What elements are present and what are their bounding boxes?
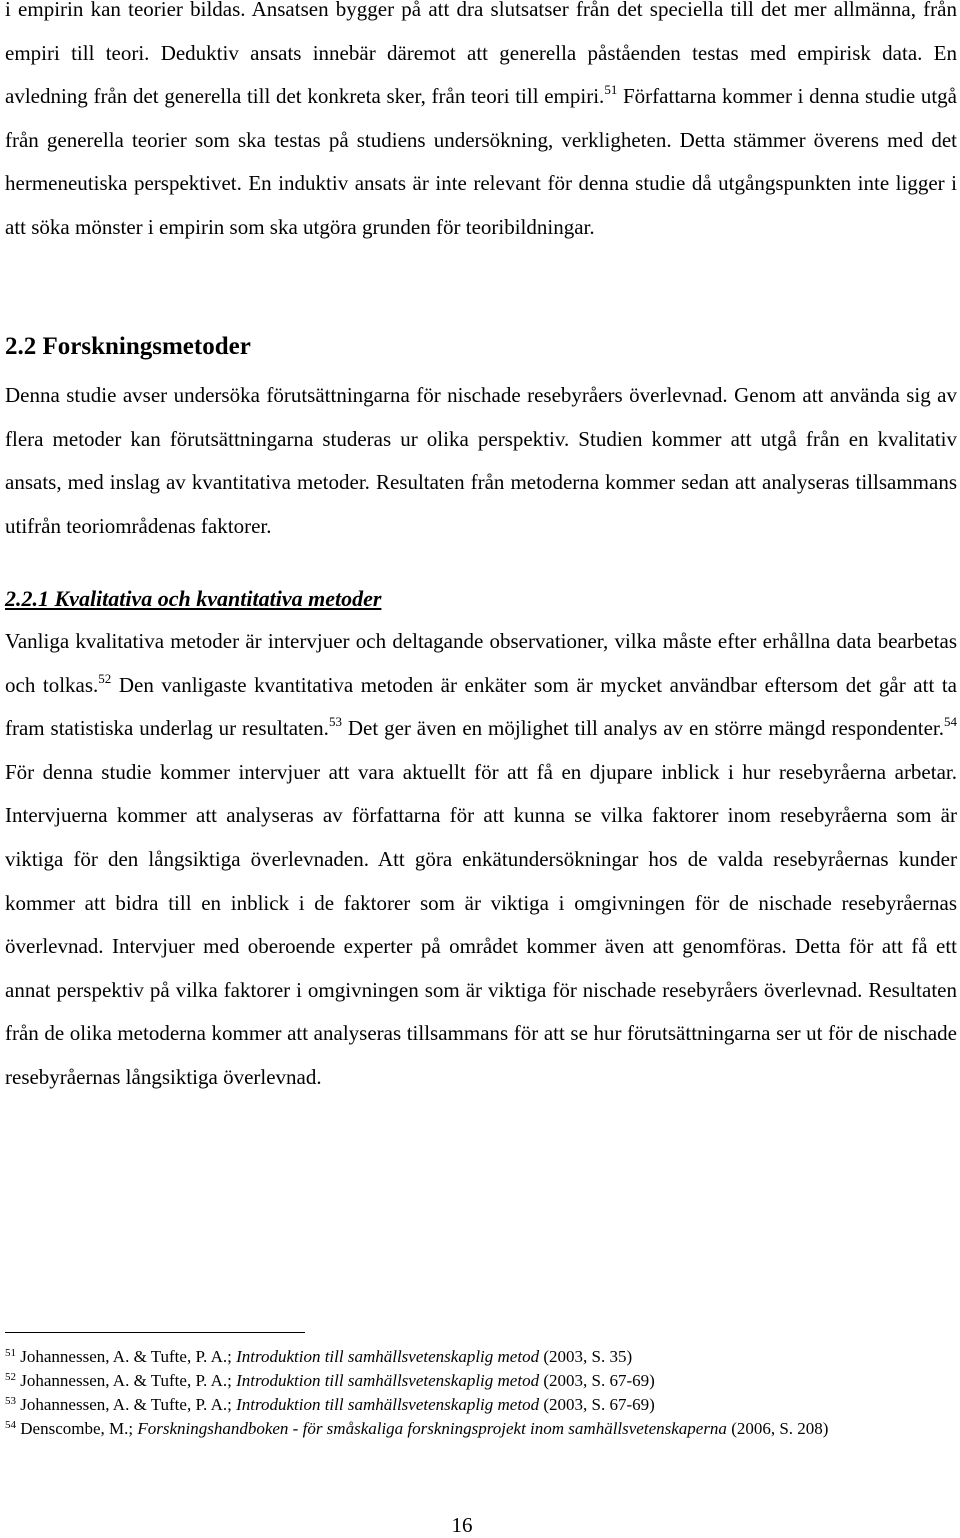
- footnote-title: Forskningshandboken - för småskaliga forskningsprojekt inom samhällsvetenskaperna: [137, 1419, 727, 1438]
- paragraph-qual-quant: [5, 620, 957, 1100]
- paragraph-text: För denna studie kommer intervjuer att vara aktuellt för att få en djupare inblick i hur resebyråerna arbetar. Intervjuerna kommer att analyseras av författarna för att kunna se vilka faktorer inom resebyråerna som är viktiga för den långsiktiga överlevnaden. Att göra enkätundersökningar hos de valda resebyråernas kunder kommer att bidra till en inblick i de faktorer som är viktiga i omgivningen för de nischade resebyråernas överlevnad. Intervjuer med oberoende experter på området kommer även att genomföras. Detta för att få ett annat perspektiv på vilka faktorer i omgivningen som är viktiga för nischade resebyråers överlevnad. Resultaten från de olika metoderna kommer att analyseras tillsammans för att se hur förutsättningarna ser ut för de nischade resebyråernas långsiktiga överlevnad.: [5, 759, 957, 1089]
- footnote-title: Introduktion till samhällsvetenskaplig metod: [236, 1371, 540, 1390]
- footnote-number: 54: [5, 1419, 16, 1431]
- footnote-separator: [5, 1332, 305, 1333]
- footnote-author: Johannessen, A. & Tufte, P. A.;: [20, 1395, 237, 1414]
- footnote-author: Denscombe, M.;: [20, 1419, 138, 1438]
- footnote: [5, 1394, 957, 1417]
- footnote-title: Introduktion till samhällsvetenskaplig metod: [236, 1347, 540, 1366]
- footnote: [5, 1418, 957, 1441]
- paragraph-text: Författarna kommer i denna studie utgå från generella teorier som ska testas på studiens undersökning, verkligheten. Detta stämmer överens med det hermeneutiska perspektivet. En induktiv ansats är inte relevant för denna studie då utgångspunkten inte ligger i att söka mönster i empirin som ska utgöra grunden för teoribildningar.: [5, 84, 957, 239]
- footnote-source: (2006, S. 208): [726, 1419, 829, 1438]
- footnote-number: 53: [5, 1395, 16, 1407]
- paragraph-methods: Denna studie avser undersöka förutsättningarna för nischade resebyråers överlevnad. Genom att använda sig av flera metoder kan förutsättningarna studeras ur olika perspektiv. Studien kommer att utgå från en kvalitativ ansats, med inslag av kvantitativa metoder. Resultaten från metoderna kommer sedan att analyseras tillsammans utifrån teoriområdenas faktorer.: [5, 383, 957, 538]
- footnote-source: (2003, S. 67-69): [539, 1395, 655, 1414]
- paragraph-approach: [5, 0, 957, 250]
- footnote-number: 51: [5, 1347, 16, 1359]
- footnote-source: (2003, S. 35): [539, 1347, 633, 1366]
- footnote-ref: 53: [328, 714, 342, 730]
- paragraph-text: Det ger även en möjlighet till analys av en större mängd respondenter.: [341, 716, 944, 741]
- footnote-title: Introduktion till samhällsvetenskaplig metod: [236, 1395, 540, 1414]
- subsection-heading: 2.2.1 Kvalitativa och kvantitativa metoder: [5, 586, 382, 611]
- footnote-author: Johannessen, A. & Tufte, P. A.;: [20, 1371, 237, 1390]
- paragraph-text: Vanliga kvalitativa metoder är intervjuer och deltagande observationer, vilka måste efter erhållna data bearbetas och tolkas.: [5, 629, 957, 697]
- footnote: [5, 1370, 957, 1393]
- section-heading: 2.2 Forskningsmetoder: [5, 333, 251, 360]
- footnote-ref: 51: [604, 82, 618, 98]
- footnote: [5, 1346, 957, 1369]
- footnote-source: (2003, S. 67-69): [539, 1371, 655, 1390]
- paragraph-text: i empirin kan teorier bildas. Ansatsen bygger på att dra slutsatser från det speciella till det mer allmänna, från empiri till teori. Deduktiv ansats innebär däremot att generella påståenden testas med empirisk data. En avledning från det generella till det konkreta sker, från teori till empiri.: [5, 0, 957, 109]
- footnote-ref: 52: [98, 670, 112, 686]
- footnote-number: 52: [5, 1371, 16, 1383]
- page-number: 16: [451, 1513, 473, 1537]
- footnote-author: Johannessen, A. & Tufte, P. A.;: [20, 1347, 237, 1366]
- footnote-ref: 54: [944, 714, 957, 730]
- paragraph-text: Den vanligaste kvantitativa metoden är enkäter som är mycket användbar eftersom det går att ta fram statistiska underlag ur resultaten.: [5, 672, 957, 741]
